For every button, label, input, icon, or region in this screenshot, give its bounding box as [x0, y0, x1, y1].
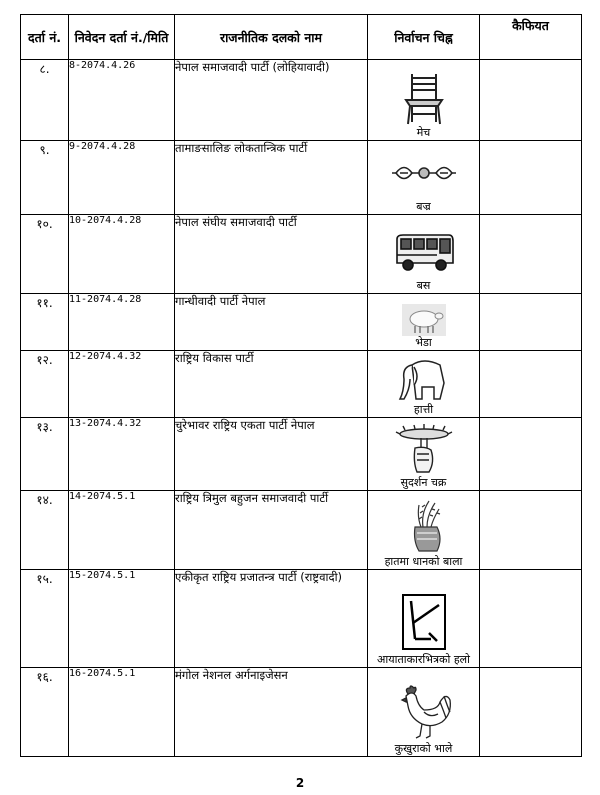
- bus-icon: [393, 233, 455, 273]
- remarks-cell: [480, 60, 582, 141]
- app-no-date: 9-2074.4.28: [69, 141, 175, 215]
- party-name: एकीकृत राष्ट्रिय प्रजातन्त्र पार्टी (राष्ट्रवादी): [175, 570, 368, 668]
- reg-no: १२.: [21, 351, 69, 418]
- reg-no: ११.: [21, 294, 69, 351]
- symbol-cell: [368, 668, 480, 757]
- app-no-date: 13-2074.4.32: [69, 418, 175, 491]
- app-no-date: 15-2074.5.1: [69, 570, 175, 668]
- symbol-cell: [368, 60, 480, 141]
- rooster-icon: [394, 682, 454, 742]
- table-row: [21, 668, 582, 757]
- header-remarks: कैफियत: [480, 15, 582, 60]
- symbol-cell: [368, 294, 480, 351]
- page-number: 2: [295, 776, 305, 790]
- table-row: [21, 491, 582, 570]
- table-row: [21, 60, 582, 141]
- reg-no: १०.: [21, 215, 69, 294]
- symbol-name: सुदर्शन चक्र: [400, 476, 447, 489]
- reg-no: १५.: [21, 570, 69, 668]
- reg-no: ८.: [21, 60, 69, 141]
- reg-no: १६.: [21, 668, 69, 757]
- remarks-cell: [480, 351, 582, 418]
- reg-no: १४.: [21, 491, 69, 570]
- party-registration-table: [20, 14, 582, 757]
- party-name: नेपाल संघीय समाजवादी पार्टी: [175, 215, 368, 294]
- party-name: चुरेभावर राष्ट्रिय एकता पार्टी नेपाल: [175, 418, 368, 491]
- table-row: [21, 141, 582, 215]
- reg-no: १३.: [21, 418, 69, 491]
- remarks-cell: [480, 491, 582, 570]
- symbol-name: हातमा धानको बाला: [384, 555, 463, 568]
- table-row: [21, 570, 582, 668]
- elephant-icon: [398, 355, 450, 403]
- app-no-date: 8-2074.4.26: [69, 60, 175, 141]
- party-name: राष्ट्रिय विकास पार्टी: [175, 351, 368, 418]
- table-row: [21, 418, 582, 491]
- app-no-date: 10-2074.4.28: [69, 215, 175, 294]
- app-no-date: 16-2074.5.1: [69, 668, 175, 757]
- header-reg-no: दर्ता नं.: [21, 15, 69, 60]
- sudarshan-chakra-icon: [395, 424, 453, 476]
- app-no-date: 14-2074.5.1: [69, 491, 175, 570]
- remarks-cell: [480, 418, 582, 491]
- header-symbol: निर्वाचन चिह्न: [368, 15, 480, 60]
- party-name: नेपाल समाजवादी पार्टी (लोहियावादी): [175, 60, 368, 141]
- remarks-cell: [480, 294, 582, 351]
- symbol-name: कुखुराको भाले: [394, 742, 453, 755]
- app-no-date: 11-2074.4.28: [69, 294, 175, 351]
- vajra-icon: [392, 160, 456, 186]
- symbol-name: बस: [416, 279, 431, 292]
- sheep-icon: [402, 304, 446, 336]
- party-name: राष्ट्रिय त्रिमुल बहुजन समाजवादी पार्टी: [175, 491, 368, 570]
- symbol-cell: [368, 491, 480, 570]
- remarks-cell: [480, 668, 582, 757]
- remarks-cell: [480, 215, 582, 294]
- symbol-name: मेच: [416, 126, 431, 139]
- party-name: गान्धीवादी पार्टी नेपाल: [175, 294, 368, 351]
- table-row: [21, 351, 582, 418]
- app-no-date: 12-2074.4.32: [69, 351, 175, 418]
- paddy-in-hand-icon: [399, 497, 449, 555]
- table-header-row: [21, 15, 582, 60]
- symbol-name: भेडा: [415, 336, 432, 349]
- symbol-cell: [368, 418, 480, 491]
- remarks-cell: [480, 141, 582, 215]
- table-row: [21, 215, 582, 294]
- party-name: मंगोल नेशनल अर्गनाइजेसन: [175, 668, 368, 757]
- symbol-cell: [368, 570, 480, 668]
- table-row: [21, 294, 582, 351]
- symbol-cell: [368, 351, 480, 418]
- symbol-cell: [368, 215, 480, 294]
- plough-in-rectangle-icon: [401, 593, 447, 651]
- symbol-cell: [368, 141, 480, 215]
- reg-no: ९.: [21, 141, 69, 215]
- symbol-name: बज्र: [416, 200, 431, 213]
- symbol-name: आयाताकारभित्रको हलो: [377, 653, 470, 666]
- chair-icon: [402, 70, 446, 126]
- party-name: तामाङसालिङ लोकतान्त्रिक पार्टी: [175, 141, 368, 215]
- header-party-name: राजनीतिक दलको नाम: [175, 15, 368, 60]
- symbol-name: हात्ती: [413, 403, 434, 416]
- remarks-cell: [480, 570, 582, 668]
- header-app-no-date: निवेदन दर्ता नं./मिति: [69, 15, 175, 60]
